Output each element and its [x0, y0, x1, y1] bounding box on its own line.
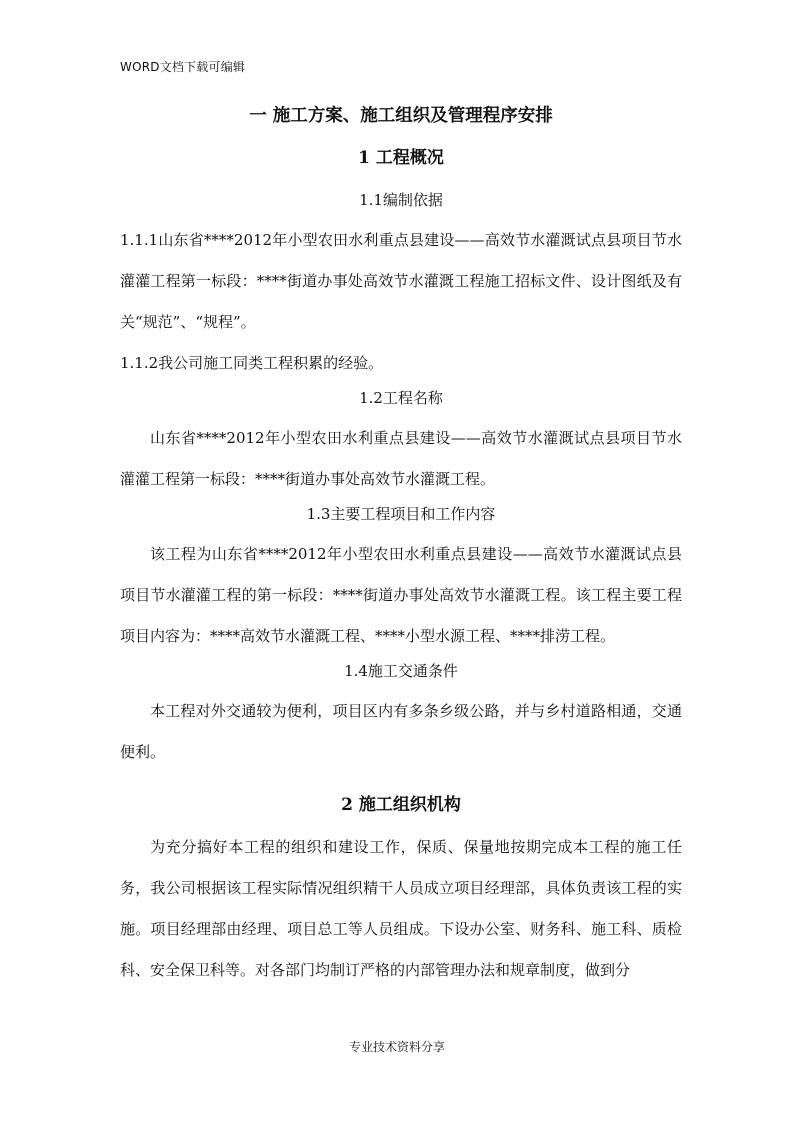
subsection-1-1-title: 1.1编制依据: [359, 191, 443, 209]
subsection-1-2-title: 1.2工程名称: [359, 389, 443, 407]
paragraph-2: 为充分搞好本工程的组织和建设工作，保质、保量地按期完成本工程的施工任务，我公司根据该工程实际情况组织精干人员成立项目经理部，具体负责该工程的实施。项目经理部由经理、项目总工等人员组成。下设办公室、财务科、施工科、质检科、安全保卫科等。对各部门均制订严格的内部管理办法和规章制度，做到分: [120, 838, 682, 979]
paragraph-1-4: 本工程对外交通较为便利，项目区内有多条乡级公路，并与乡村道路相通，交通便利。: [120, 702, 682, 761]
document-body: [120, 100, 682, 991]
subsection-1-3-title: 1.3主要工程项目和工作内容: [306, 505, 496, 523]
paragraph-1-3: 该工程为山东省****2012年小型农田水利重点县建设——高效节水灌溉试点县项目节水灌灌工程的第一标段：****街道办事处高效节水灌溉工程。该工程主要工程项目内容为：****高效节水灌溉工程、****小型水源工程、****排涝工程。: [120, 545, 682, 645]
page-header: WORD文档下载可编辑: [120, 60, 246, 74]
page-footer: 专业技术资料分享: [348, 1040, 445, 1054]
paragraph-1-2: 山东省****2012年小型农田水利重点县建设——高效节水灌溉试点县项目节水灌灌工程第一标段：****街道办事处高效节水灌溉工程。: [120, 429, 682, 488]
paragraph-1-1-1: 1.1.1山东省****2012年小型农田水利重点县建设——高效节水灌溉试点县项目节水灌灌工程第一标段：****街道办事处高效节水灌溉工程施工招标文件、设计图纸及有关“规范”、“规程”。: [120, 231, 682, 331]
chapter-title: 一 施工方案、施工组织及管理程序安排: [249, 106, 553, 126]
subsection-1-4-title: 1.4施工交通条件: [344, 662, 458, 680]
paragraph-1-1-2: 1.1.2我公司施工同类工程积累的经验。: [120, 354, 384, 372]
section-1-title: 1 工程概况: [358, 148, 444, 168]
section-2-title: 2 施工组织机构: [341, 795, 461, 815]
